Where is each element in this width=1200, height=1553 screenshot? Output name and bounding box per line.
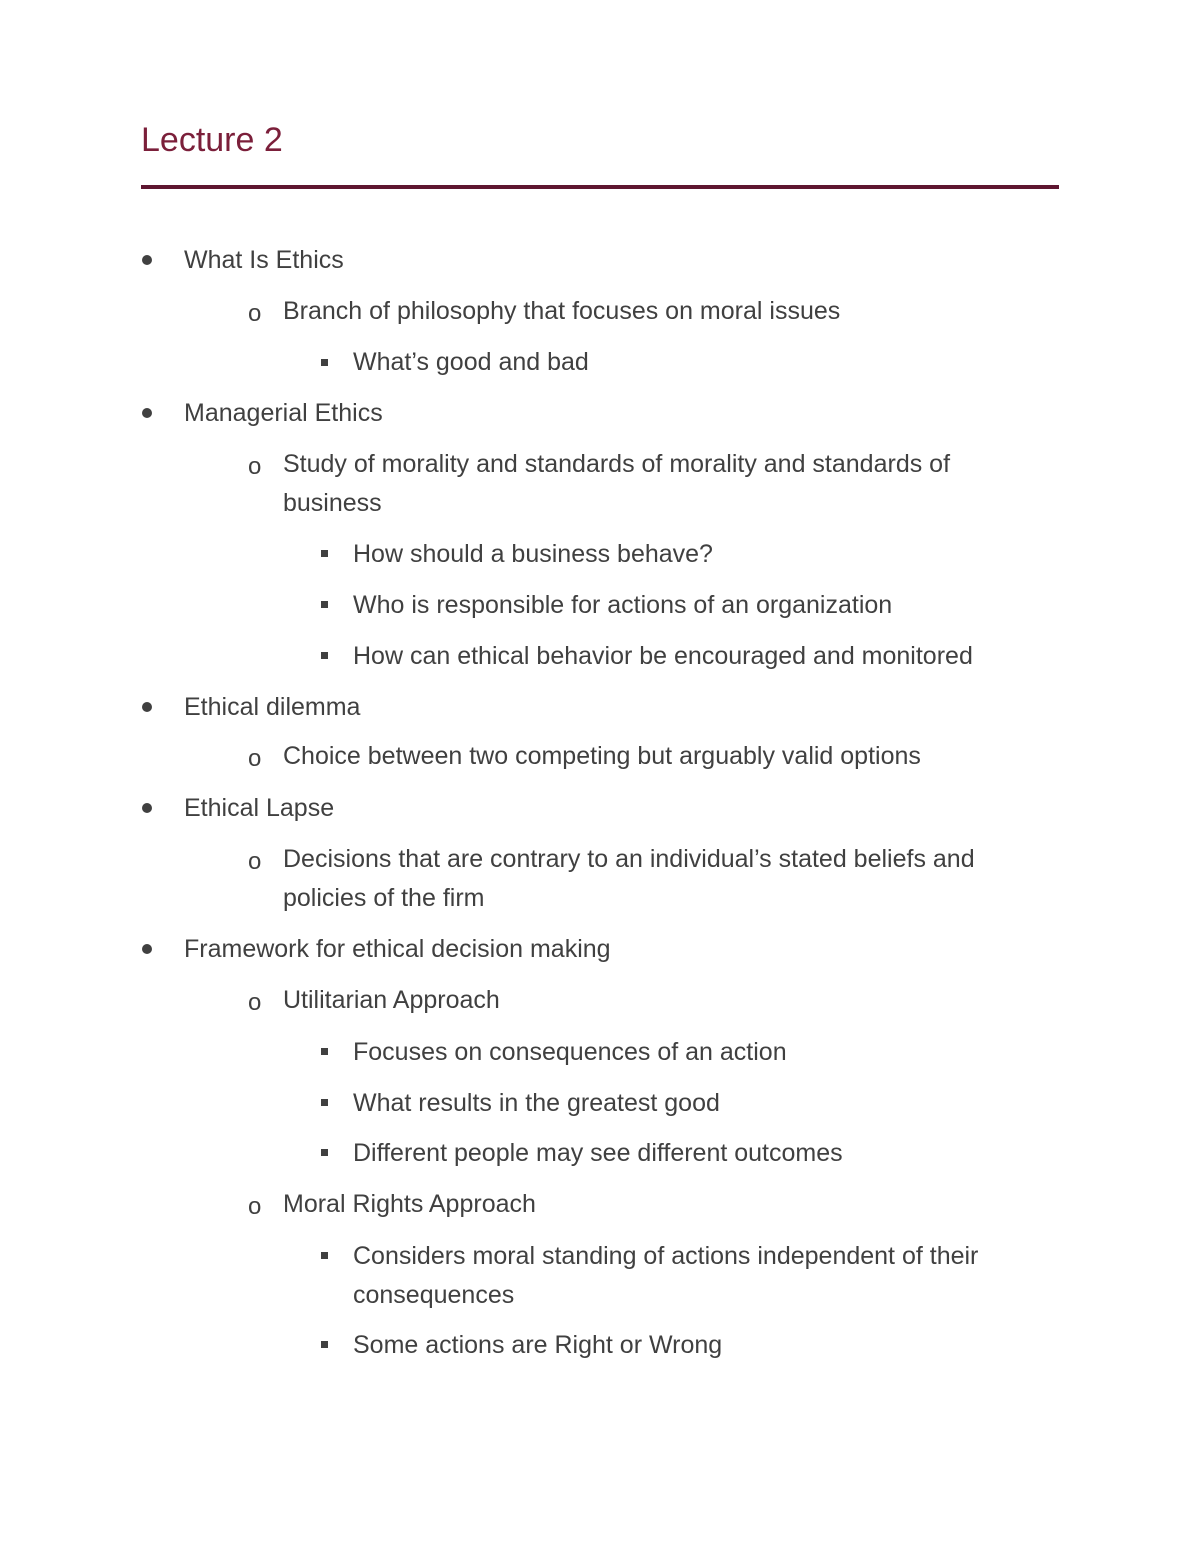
bullet-square-icon [321, 1252, 328, 1259]
sub-sub-bullet-moral-standing-cont: consequences [353, 1281, 515, 1309]
page-title: Lecture 2 [141, 121, 283, 159]
sub-sub-bullet-business-behave: How should a business behave? [353, 540, 713, 568]
bullet-circle-icon: o [248, 300, 262, 327]
sub-bullet-lapse-definition: Decisions that are contrary to an individual’s stated beliefs and [283, 845, 975, 873]
sub-sub-bullet-consequences: Focuses on consequences of an action [353, 1038, 787, 1066]
bullet-circle-icon: o [248, 989, 262, 1016]
bullet-ethical-lapse: Ethical Lapse [184, 794, 335, 822]
bullet-square-icon [321, 1341, 328, 1348]
sub-bullet-moral-rights: Moral Rights Approach [283, 1190, 536, 1218]
sub-bullet-managerial-definition-cont: business [283, 489, 382, 517]
bullet-dot-icon [142, 702, 152, 712]
sub-sub-bullet-encouraged: How can ethical behavior be encouraged and monitored [353, 642, 973, 670]
bullet-what-is-ethics: What Is Ethics [184, 246, 344, 274]
sub-sub-bullet-different-outcomes: Different people may see different outcomes [353, 1139, 843, 1167]
bullet-circle-icon: o [248, 745, 262, 772]
bullet-dot-icon [142, 408, 152, 418]
sub-sub-bullet-responsible: Who is responsible for actions of an organization [353, 591, 893, 619]
bullet-square-icon [321, 1048, 328, 1055]
bullet-managerial-ethics: Managerial Ethics [184, 399, 383, 427]
sub-sub-bullet-right-wrong: Some actions are Right or Wrong [353, 1331, 723, 1359]
bullet-square-icon [321, 601, 328, 608]
sub-bullet-managerial-definition: Study of morality and standards of morality and standards of [283, 450, 951, 478]
bullet-square-icon [321, 652, 328, 659]
sub-bullet-lapse-definition-cont: policies of the firm [283, 884, 485, 912]
sub-sub-bullet-good-bad: What’s good and bad [353, 348, 589, 376]
sub-bullet-dilemma-definition: Choice between two competing but arguably valid options [283, 742, 921, 770]
bullet-dot-icon [142, 803, 152, 813]
bullet-square-icon [321, 1149, 328, 1156]
bullet-dot-icon [142, 944, 152, 954]
sub-sub-bullet-greatest-good: What results in the greatest good [353, 1089, 720, 1117]
bullet-ethical-dilemma: Ethical dilemma [184, 693, 361, 721]
sub-sub-bullet-moral-standing: Considers moral standing of actions independent of their [353, 1242, 979, 1270]
bullet-square-icon [321, 359, 328, 366]
bullet-circle-icon: o [248, 848, 262, 875]
bullet-framework: Framework for ethical decision making [184, 935, 611, 963]
bullet-circle-icon: o [248, 1193, 262, 1220]
bullet-square-icon [321, 550, 328, 557]
title-underline [141, 185, 1059, 189]
sub-bullet-utilitarian: Utilitarian Approach [283, 986, 500, 1014]
bullet-dot-icon [142, 255, 152, 265]
sub-bullet-ethics-definition: Branch of philosophy that focuses on moral issues [283, 297, 841, 325]
bullet-square-icon [321, 1099, 328, 1106]
bullet-circle-icon: o [248, 453, 262, 480]
